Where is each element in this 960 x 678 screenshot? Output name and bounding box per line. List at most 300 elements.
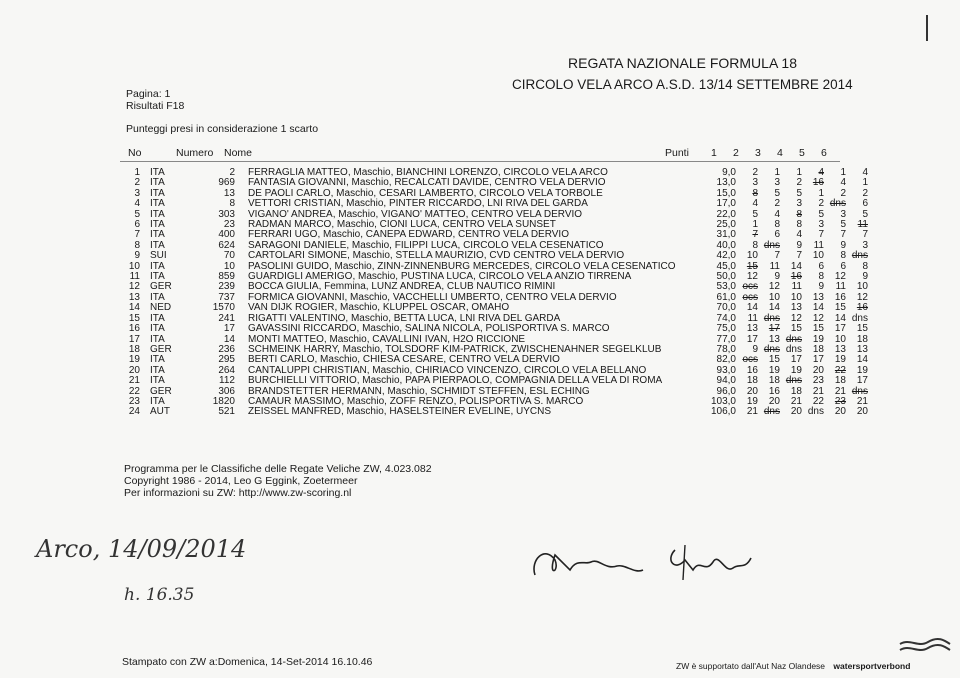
race-score: 4 (796, 229, 802, 241)
race-score: 18 (834, 375, 846, 387)
handwritten-time: h. 16.35 (124, 585, 195, 605)
discarded-score: 11 (857, 219, 868, 231)
crew-name-cell: BURCHIELLI VITTORIO, Maschio, PAPA PIERPAOLO, COMPAGNIA DELLA VELA DI ROMA (248, 375, 663, 387)
race-2-cell (758, 407, 780, 417)
col-numero: Numero (176, 147, 214, 159)
points-cell: 74,0 (716, 312, 736, 324)
col-race-5: 5 (799, 147, 805, 159)
sail-number-cell: 2 (229, 167, 235, 178)
nation-cell: GER (150, 343, 172, 355)
race-score: 14 (768, 302, 780, 314)
crew-name-cell: FORMICA GIOVANNI, Maschio, VACCHELLI UMBERTO, CENTRO VELA DERVIO (248, 291, 617, 303)
race-score: 5 (796, 187, 802, 199)
race-score: 23 (812, 375, 824, 387)
race-score: 9 (752, 343, 758, 355)
race-score: 9 (862, 271, 868, 283)
support-note (676, 661, 910, 671)
sail-number-cell: 17 (223, 323, 235, 335)
race-score: 15 (834, 302, 846, 314)
discarded-score: ocs (742, 281, 758, 293)
race-score: 20 (856, 406, 868, 418)
race-score: 9 (840, 239, 846, 251)
race-score: 14 (790, 260, 802, 272)
race-score: 3 (752, 177, 758, 189)
nation-cell: ITA (150, 229, 165, 241)
race-score: 7 (774, 250, 780, 262)
nation-cell: ITA (150, 177, 165, 189)
race-score: 4 (840, 177, 846, 189)
crew-name-cell: BOCCA GIULIA, Femmina, LUNZ ANDREA, CLUB NAUTICO RIMINI (248, 281, 556, 293)
rank-cell: 6 (134, 219, 140, 231)
race-score: 2 (818, 198, 824, 210)
race-score: 2 (752, 167, 758, 178)
race-5-cell (824, 407, 846, 417)
discarded-score: dns (763, 239, 780, 251)
nation-cell: ITA (150, 239, 165, 251)
sail-number-cell: 521 (218, 406, 235, 418)
nation-cell: ITA (150, 395, 165, 407)
nation-cell: ITA (150, 323, 165, 335)
race-score: 11 (791, 281, 802, 293)
sail-number-cell: 1820 (212, 395, 235, 407)
brand-name: watersportverbond (833, 661, 911, 671)
nation-cell: ITA (150, 260, 165, 272)
race-score: 13 (834, 343, 846, 355)
race-score: 11 (747, 312, 758, 324)
discarded-score: 8 (752, 187, 758, 199)
race-score: 8 (862, 260, 868, 272)
sail-number-cell: 23 (223, 219, 235, 231)
crew-name-cell: SCHMEINK HARRY, Maschio, TOLSDORF KIM-PATRICK, ZWISCHENAHNER SEGELKLUB (248, 343, 662, 355)
results-label: Risultati F18 (126, 100, 185, 112)
race-score: 18 (746, 375, 758, 387)
rank-cell: 15 (128, 312, 140, 324)
crew-name-cell: RIGATTI VALENTINO, Maschio, BETTA LUCA, LNI RIVA DEL GARDA (248, 312, 561, 324)
sail-number-cell: 1570 (212, 302, 235, 314)
regatta-subtitle: CIRCOLO VELA ARCO A.S.D. 13/14 SETTEMBRE 2014 (512, 77, 853, 92)
rank-cell: 3 (134, 187, 140, 199)
discarded-score: dns (763, 343, 780, 355)
discarded-score: dns (851, 250, 868, 262)
sail-number-cell: 859 (218, 271, 235, 283)
crew-name-cell: CARTOLARI SIMONE, Maschio, STELLA MAURIZIO, CVD CENTRO VELA DERVIO (248, 250, 625, 262)
points-cell: 96,0 (716, 385, 736, 397)
discarded-score: dns (785, 375, 802, 387)
rank-cell: 21 (128, 375, 140, 387)
points-cell: 82,0 (716, 354, 736, 366)
race-score: 9 (818, 281, 824, 293)
support-text: ZW è supportato dall'Aut Naz Olandese (676, 661, 826, 671)
points-cell: 53,0 (716, 281, 736, 293)
race-score: 13 (790, 302, 802, 314)
sail-number-cell: 10 (223, 260, 235, 272)
rank-cell: 13 (128, 291, 140, 303)
race-score: 21 (746, 406, 758, 418)
points-cell: 25,0 (716, 219, 736, 231)
race-score: dns (785, 343, 802, 355)
discarded-score: ocs (742, 354, 758, 366)
handwritten-signature (525, 530, 785, 590)
nation-cell: SUI (150, 250, 167, 262)
discarded-score: 22 (834, 364, 846, 376)
race-score: 8 (774, 219, 780, 231)
crew-name-cell: BRANDSTETTER HERMANN, Maschio, SCHMIDT STEFFEN, ESL ECHING (248, 385, 590, 397)
discarded-score: 16 (790, 271, 802, 283)
info-link[interactable]: Per informazioni su ZW: http://www.zw-scoring.nl (124, 487, 352, 499)
race-3-cell (780, 407, 802, 417)
race-score: 3 (796, 198, 802, 210)
race-score: 7 (818, 229, 824, 241)
race-score: 6 (818, 260, 824, 272)
race-score: 4 (752, 198, 758, 210)
sail-number-cell: 70 (223, 250, 235, 262)
points-cell: 40,0 (716, 239, 736, 251)
race-score: 12 (856, 291, 868, 303)
race-score: 5 (840, 219, 846, 231)
crew-name-cell: FERRARI UGO, Maschio, CANEPA EDWARD, CENTRO VELA DERVIO (248, 229, 569, 241)
race-score: 4 (862, 167, 868, 178)
race-score: 2 (774, 198, 780, 210)
race-score: 18 (812, 343, 824, 355)
race-score: 12 (790, 312, 802, 324)
race-score: 1 (752, 219, 758, 231)
handwritten-date: Arco, 14/09/2014 (36, 535, 247, 563)
crew-name-cell: GAVASSINI RICCARDO, Maschio, SALINA NICOLA, POLISPORTIVA S. MARCO (248, 323, 610, 335)
race-score: 7 (796, 250, 802, 262)
race-score: 10 (746, 250, 758, 262)
nation-cell: ITA (150, 167, 165, 178)
sail-number-cell: 306 (218, 385, 235, 397)
race-score: 6 (862, 198, 868, 210)
race-score: 1 (862, 177, 868, 189)
points-cell: 50,0 (716, 271, 736, 283)
race-score: 2 (840, 187, 846, 199)
race-score: 1 (774, 167, 780, 178)
race-score: 11 (769, 260, 780, 272)
race-score: 21 (856, 395, 868, 407)
rank-cell: 22 (128, 385, 140, 397)
nation-cell: ITA (150, 208, 165, 220)
sail-number-cell: 241 (218, 312, 235, 324)
crew-name-cell: CANTALUPPI CHRISTIAN, Maschio, CHIRIACO VINCENZO, CIRCOLO VELA BELLANO (248, 364, 647, 376)
sail-number-cell: 14 (223, 333, 235, 345)
header-divider (120, 161, 840, 162)
race-score: 19 (856, 364, 868, 376)
race-6-cell (846, 407, 868, 417)
nation-cell: ITA (150, 271, 165, 283)
rank-cell: 16 (128, 323, 140, 335)
crew-name-cell: FANTASIA GIOVANNI, Maschio, RECALCATI DAVIDE, CENTRO VELA DERVIO (248, 177, 606, 189)
race-score: 19 (812, 333, 824, 345)
race-score: 13 (856, 343, 868, 355)
race-score: 11 (813, 239, 824, 251)
sail-number-cell: 737 (218, 291, 235, 303)
points-cell: 103,0 (710, 395, 736, 407)
discarded-score: dns (763, 406, 780, 418)
rank-cell: 12 (128, 281, 140, 293)
race-score: 17 (790, 354, 802, 366)
race-score: 21 (790, 395, 802, 407)
race-score: 2 (796, 177, 802, 189)
race-4-cell (802, 407, 824, 417)
corner-mark (926, 15, 928, 41)
rank-cell: 19 (128, 354, 140, 366)
race-score: 12 (768, 281, 780, 293)
race-score: 15 (768, 354, 780, 366)
points-cell: 77,0 (716, 333, 736, 345)
discarded-score: 7 (752, 229, 758, 241)
race-1-cell (736, 407, 758, 417)
discarded-score: dns (829, 198, 846, 210)
race-score: 17 (834, 323, 846, 335)
points-cell: 93,0 (716, 364, 736, 376)
crew-name-cell: DE PAOLI CARLO, Maschio, CESARI LAMBERTO, CIRCOLO VELA TORBOLE (248, 187, 603, 199)
points-cell: 42,0 (716, 250, 736, 262)
discarded-score: dns (851, 385, 868, 397)
sail-number-cell: 236 (218, 343, 235, 355)
rank-cell: 4 (134, 198, 140, 210)
race-score: 20 (746, 385, 758, 397)
nation-cell: AUT (150, 406, 170, 418)
points-cell: 45,0 (716, 260, 736, 272)
nation-cell: ITA (150, 364, 165, 376)
race-score: 18 (790, 385, 802, 397)
col-race-4: 4 (777, 147, 783, 159)
col-punti: Punti (665, 147, 689, 159)
crew-name-cell: MONTI MATTEO, Maschio, CAVALLINI IVAN, H2O RICCIONE (248, 333, 526, 345)
discarded-score: 8 (796, 208, 802, 220)
race-score: 8 (818, 271, 824, 283)
crew-name-cell: SARAGONI DANIELE, Maschio, FILIPPI LUCA, CIRCOLO VELA CESENATICO (248, 239, 604, 251)
race-score: 1 (840, 167, 846, 178)
col-race-3: 3 (755, 147, 761, 159)
rank-cell: 11 (129, 271, 140, 283)
watersportverbond-logo-icon (898, 636, 952, 658)
race-score: 16 (834, 291, 846, 303)
crew-name-cell: CAMAUR MASSIMO, Maschio, ZOFF RENZO, POLISPORTIVA S. MARCO (248, 395, 584, 407)
race-score: 14 (834, 312, 846, 324)
col-race-1: 1 (711, 147, 717, 159)
race-score: 12 (812, 312, 824, 324)
race-score: 8 (796, 219, 802, 231)
race-score: 5 (862, 208, 868, 220)
discarded-score: 16 (812, 177, 824, 189)
table-row (120, 407, 868, 417)
race-score: 19 (790, 364, 802, 376)
race-score: 5 (774, 187, 780, 199)
points-cell: 9,0 (722, 167, 736, 178)
discarded-score: 16 (856, 302, 868, 314)
race-score: 22 (812, 395, 824, 407)
race-score: 20 (790, 406, 802, 418)
points-cell: 17,0 (716, 198, 736, 210)
nation-cell: ITA (150, 187, 165, 199)
race-score: 10 (834, 333, 846, 345)
discarded-score: 23 (834, 395, 846, 407)
copyright-note: Copyright 1986 - 2014, Leo G Eggink, Zoetermeer (124, 475, 358, 487)
race-score: 20 (834, 406, 846, 418)
race-score: dns (807, 406, 824, 418)
program-credit: Programma per le Classifiche delle Regate Veliche ZW, 4.023.082 (124, 463, 432, 475)
crew-name-cell: VIGANO' ANDREA, Maschio, VIGANO' MATTEO, CENTRO VELA DERVIO (248, 208, 583, 220)
rank-cell: 7 (134, 229, 140, 241)
race-score: 8 (752, 239, 758, 251)
col-no: No (128, 147, 142, 159)
nation-cell: ITA (150, 354, 165, 366)
race-score: 18 (856, 333, 868, 345)
sail-number-cell: 8 (229, 198, 235, 210)
rank-cell: 8 (134, 239, 140, 251)
race-score: 1 (796, 167, 802, 178)
race-score: 12 (746, 271, 758, 283)
race-score: 2 (862, 187, 868, 199)
crew-name-cell: PASOLINI GUIDO, Maschio, ZINN-ZINNENBURG MERCEDES, CIRCOLO VELA CESENATICO (248, 260, 676, 272)
sail-number-cell: 624 (218, 239, 235, 251)
points-cell: 13,0 (716, 177, 736, 189)
discarded-score: dns (763, 312, 780, 324)
sail-number-cell: 303 (218, 208, 235, 220)
race-score: 4 (774, 208, 780, 220)
sail-number-cell: 969 (218, 177, 235, 189)
race-score: 13 (812, 291, 824, 303)
discarded-score: dns (785, 333, 802, 345)
race-score: 15 (856, 323, 868, 335)
race-score: 12 (834, 271, 846, 283)
points-cell: 106,0 (710, 406, 736, 418)
nation-cell: ITA (150, 291, 165, 303)
discarded-score: ocs (742, 291, 758, 303)
race-score: 21 (812, 385, 824, 397)
discards-note: Punteggi presi in considerazione 1 scarto (126, 123, 319, 135)
sail-number-cell: 295 (218, 354, 235, 366)
race-score: 3 (862, 239, 868, 251)
nation-cell: ITA (150, 198, 165, 210)
race-score: 16 (746, 364, 758, 376)
race-score: 16 (768, 385, 780, 397)
rank-cell: 10 (128, 260, 140, 272)
nation-cell: ITA (150, 219, 165, 231)
sail-number-cell: 239 (218, 281, 235, 293)
race-score: 10 (768, 291, 780, 303)
race-score: 8 (840, 250, 846, 262)
rank-cell: 24 (128, 406, 140, 418)
race-score: 17 (746, 333, 758, 345)
nation-cell: GER (150, 385, 172, 397)
race-score: dns (851, 312, 868, 324)
points-cell: 75,0 (716, 323, 736, 335)
rank-cell: 9 (134, 250, 140, 262)
discarded-score: 17 (768, 323, 780, 335)
sail-number-cell: 112 (219, 375, 235, 387)
nation-cell: ITA (150, 375, 165, 387)
race-score: 1 (818, 187, 824, 199)
discarded-score: 4 (818, 167, 824, 178)
race-score: 14 (856, 354, 868, 366)
race-score: 21 (834, 385, 846, 397)
nation-cell: ITA (150, 333, 165, 345)
race-score: 3 (774, 177, 780, 189)
crew-name-cell: ZEISSEL MANFRED, Maschio, HASELSTEINER EVELINE, UYCNS (248, 406, 552, 418)
col-race-2: 2 (733, 147, 739, 159)
race-score: 10 (812, 250, 824, 262)
race-score: 13 (746, 323, 758, 335)
crew-name-cell: RADMAN MARCO, Maschio, CIONI LUCA, CENTRO VELA SUNSET (248, 219, 556, 231)
race-score: 10 (790, 291, 802, 303)
sail-number-cell: 400 (218, 229, 235, 241)
race-score: 19 (768, 364, 780, 376)
race-score: 9 (774, 271, 780, 283)
points-cell: 78,0 (716, 343, 736, 355)
rank-cell: 14 (128, 302, 140, 314)
points-cell: 22,0 (716, 208, 736, 220)
points-cell: 31,0 (716, 229, 736, 241)
race-score: 3 (818, 219, 824, 231)
points-cell: 70,0 (716, 302, 736, 314)
rank-cell: 23 (128, 395, 140, 407)
race-score: 6 (840, 260, 846, 272)
discarded-score: 15 (746, 260, 758, 272)
race-score: 13 (768, 333, 780, 345)
race-score: 9 (796, 239, 802, 251)
race-score: 3 (840, 208, 846, 220)
points-cell: 94,0 (716, 375, 736, 387)
rank-cell: 2 (134, 177, 140, 189)
nation-cell: GER (150, 281, 172, 293)
race-score: 7 (862, 229, 868, 241)
race-score: 7 (840, 229, 846, 241)
page-number: Pagina: 1 (126, 88, 171, 100)
race-score: 19 (834, 354, 846, 366)
sail-number-cell: 264 (218, 364, 235, 376)
race-score: 20 (768, 395, 780, 407)
col-race-6: 6 (821, 147, 827, 159)
rank-cell: 20 (128, 364, 140, 376)
crew-name-cell: VAN DIJK ROGIER, Maschio, KLUPPEL OSCAR, OMAHO (248, 302, 510, 314)
crew-name-cell: VETTORI CRISTIAN, Maschio, PINTER RICCARDO, LNI RIVA DEL GARDA (248, 198, 588, 210)
crew-name-cell: FERRAGLIA MATTEO, Maschio, BIANCHINI LORENZO, CIRCOLO VELA ARCO (248, 167, 608, 178)
points-cell: 61,0 (716, 291, 736, 303)
race-score: 14 (812, 302, 824, 314)
rank-cell: 18 (128, 343, 140, 355)
race-score: 5 (752, 208, 758, 220)
sail-number-cell: 13 (223, 187, 235, 199)
race-score: 17 (812, 354, 824, 366)
col-nome: Nome (224, 147, 253, 159)
race-score: 5 (818, 208, 824, 220)
race-score: 15 (790, 323, 802, 335)
regatta-title: REGATA NAZIONALE FORMULA 18 (568, 55, 797, 71)
race-score: 19 (746, 395, 758, 407)
race-score: 10 (856, 281, 868, 293)
nation-cell: NED (150, 302, 172, 314)
results-table (120, 168, 868, 418)
race-score: 14 (746, 302, 758, 314)
race-score: 20 (812, 364, 824, 376)
crew-name-cell: GUARDIGLI AMERIGO, Maschio, PUSTINA LUCA, CIRCOLO VELA ANZIO TIRRENA (248, 271, 632, 283)
nation-cell: ITA (150, 312, 165, 324)
race-score: 17 (856, 375, 868, 387)
rank-cell: 1 (134, 167, 140, 178)
race-score: 11 (835, 281, 846, 293)
points-cell: 15,0 (716, 187, 736, 199)
crew-name-cell: BERTI CARLO, Maschio, CHIESA CESARE, CENTRO VELA DERVIO (248, 354, 560, 366)
race-score: 18 (768, 375, 780, 387)
race-score: 6 (774, 229, 780, 241)
print-timestamp: Stampato con ZW a:Domenica, 14-Set-2014 16.10.46 (122, 656, 373, 668)
rank-cell: 5 (134, 208, 140, 220)
rank-cell: 17 (128, 333, 140, 345)
race-score: 15 (812, 323, 824, 335)
